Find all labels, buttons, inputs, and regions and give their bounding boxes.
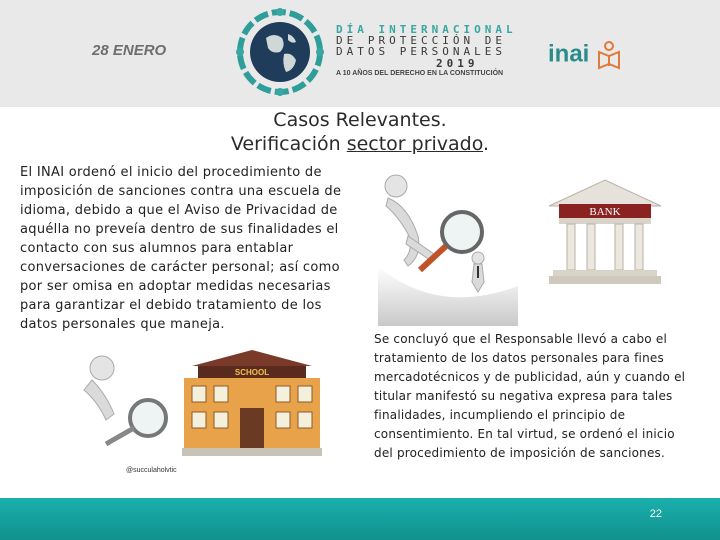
globe-icon — [236, 8, 324, 96]
inai-logo-text: inai — [548, 40, 590, 68]
school-image — [62, 344, 352, 478]
title-line-2 — [160, 132, 560, 156]
date-label: 28 ENERO — [92, 42, 167, 59]
title-line-1: Casos Relevantes. — [273, 109, 447, 131]
title-underlined: sector privado — [346, 133, 484, 155]
title-suffix: . — [483, 133, 490, 155]
event-line-2: DE PROTECCIÓN DE — [336, 34, 506, 47]
header-banner — [0, 0, 720, 107]
magnifier-person-image — [378, 166, 518, 326]
event-title — [336, 24, 517, 57]
school-watermark: @succulaholvtic — [126, 467, 177, 474]
footer-bar — [0, 498, 720, 540]
event-subtitle: A 10 AÑOS DEL DERECHO EN LA CONSTITUCIÓN — [336, 70, 504, 77]
school-sign-text: SCHOOL — [234, 368, 270, 377]
title-prefix: Verificación — [230, 133, 347, 155]
bank-image — [545, 176, 665, 288]
event-line-1: DÍA INTERNACIONAL — [336, 23, 517, 36]
event-line-3: DATOS PERSONALES — [336, 45, 506, 58]
page-number: 22 — [649, 508, 662, 520]
bank-sign-text: BANK — [589, 206, 621, 218]
inai-logo — [548, 40, 622, 70]
page-title — [160, 108, 560, 156]
right-paragraph: Se concluyó que el Responsable llevó a cabo el tratamiento de los datos personales para fines mercadotécnicos y de publicidad, aún y cuando el titular manifestó su negativa expresa para tales finalidades, incumpliendo el principio de consentimiento. En tal virtud, se ordenó el inicio del procedimiento de imposición de sanciones. — [374, 332, 686, 460]
book-person-icon — [596, 40, 622, 70]
left-paragraph: El INAI ordenó el inicio del procedimiento de imposición de sanciones contra una escuela de idioma, debido a que el Aviso de Privacidad de aquélla no preveía dentro de sus finalidades el contacto con sus alumnos para entablar conversaciones de carácter personal; así como por ser omisa en adoptar medidas necesarias para garantizar el debido tratamiento de los datos personales que maneja. — [20, 165, 342, 332]
event-year: 2019 — [436, 57, 479, 70]
